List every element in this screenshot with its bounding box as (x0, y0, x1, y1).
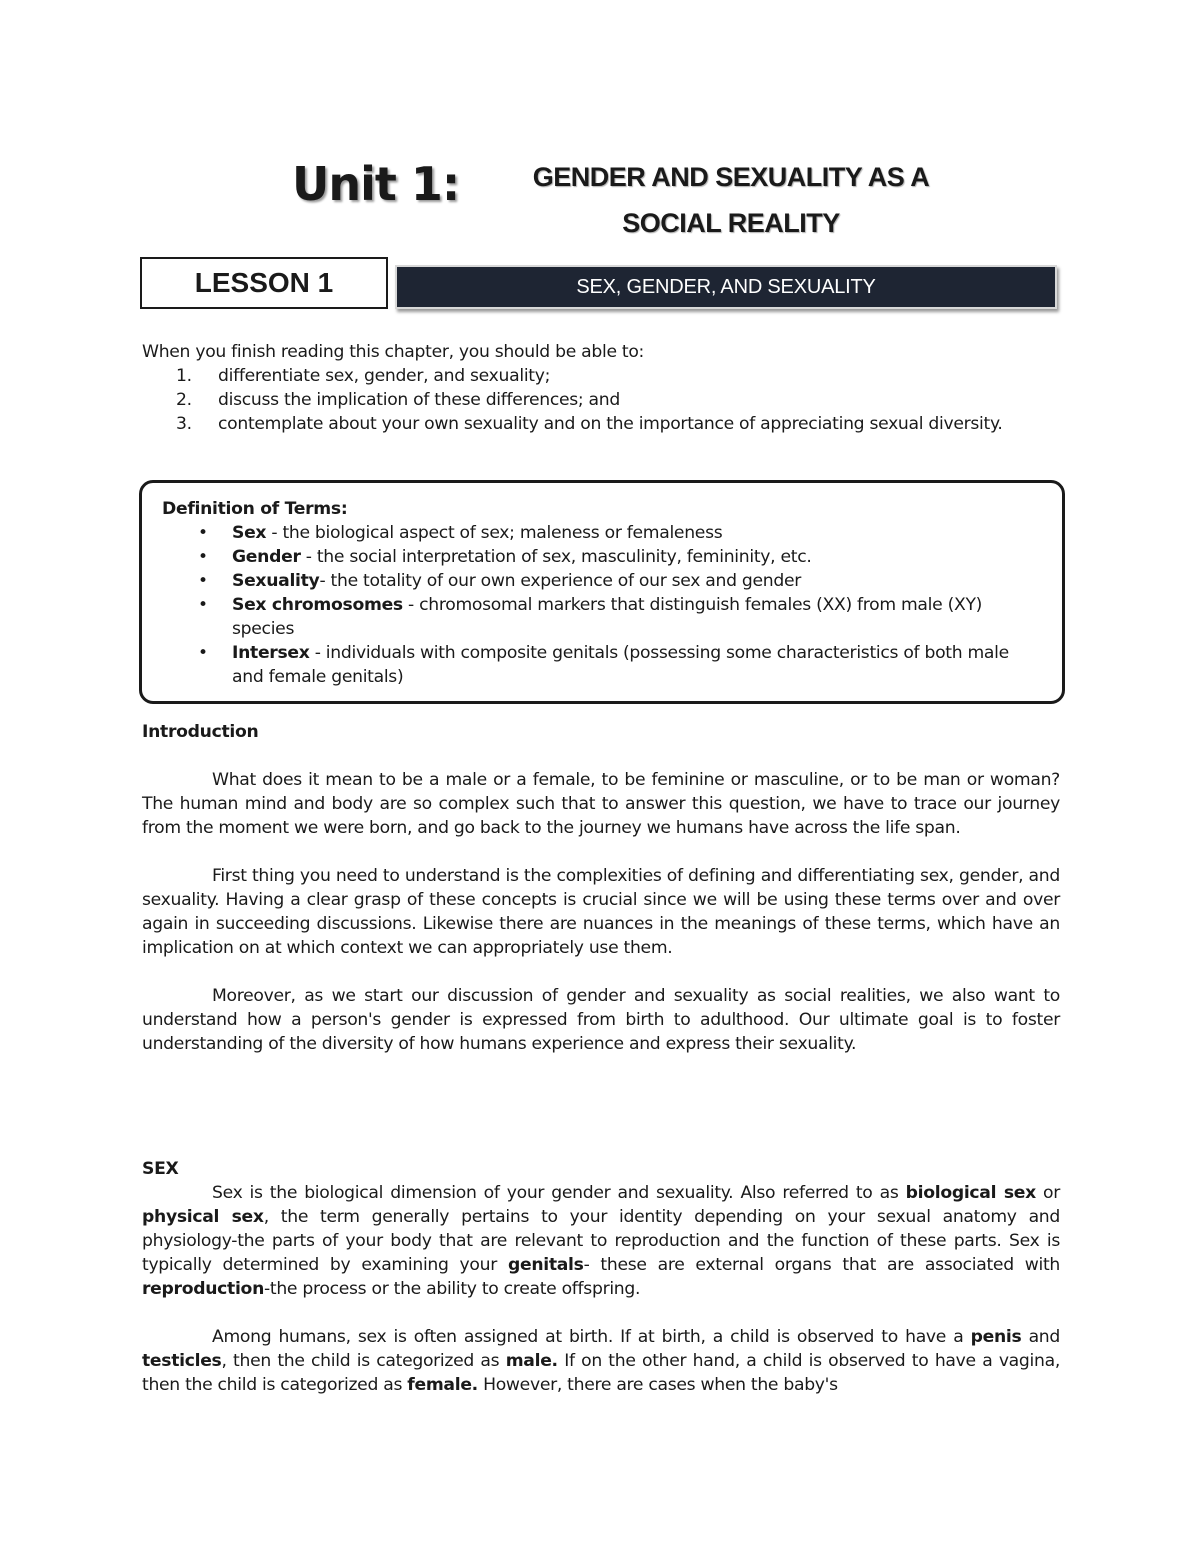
definition-term: Sex chromosomes (232, 595, 403, 615)
introduction-section (142, 720, 1060, 1056)
objective-text: differentiate sex, gender, and sexuality; (218, 366, 551, 386)
bullet-icon: • (198, 595, 208, 615)
definitions-list (162, 521, 1044, 689)
objective-number: 1. (176, 366, 192, 386)
definition-item (162, 641, 1044, 689)
text-run: , the term generally pertains to your identity depending on your sexual anatomy and physiology-the parts of your body that are relevant to reproduction and the function of these parts. Sex is typically determined by examining your (142, 1207, 1061, 1275)
unit-title-line2: SOCIAL REALITY (622, 208, 840, 238)
intro-paragraph-2: First thing you need to understand is the complexities of defining and differentiating sex, gender, and sexuality. Having a clear grasp of these concepts is crucial since we will be using these terms over and over again in succeeding discussions. Likewise there are nuances in the meanings of these terms, which have an implication on at which context we can appropriately use them. (142, 866, 1060, 958)
bullet-icon: • (198, 571, 208, 591)
definition-text: - chromosomal markers that distinguish females (XX) from male (XY) species (232, 595, 983, 639)
bold-term: biological sex (905, 1183, 1036, 1203)
learning-objectives (142, 340, 1060, 436)
text-run: If on the other hand, a child is observed to have a vagina, then the child is categorized as (142, 1351, 1060, 1395)
lesson-title-bar: SEX, GENDER, AND SEXUALITY (395, 265, 1057, 309)
unit-label: Unit 1: (292, 157, 460, 211)
sex-section (142, 1157, 1060, 1397)
definition-text: - the biological aspect of sex; maleness or femaleness (266, 523, 723, 543)
text-run: Sex is the biological dimension of your gender and sexuality. Also referred to as (212, 1183, 906, 1203)
text-run: and (1021, 1327, 1060, 1347)
definition-item (162, 593, 1044, 641)
intro-paragraph-3: Moreover, as we start our discussion of gender and sexuality as social realities, we also want to understand how a person's gender is expressed from birth to adulthood. Our ultimate goal is to foster understanding of the diversity of how humans experience and express their sexuality. (142, 986, 1060, 1054)
objective-number: 3. (176, 414, 192, 434)
bold-term: male. (505, 1351, 558, 1371)
definition-text: - individuals with composite genitals (possessing some characteristics of both male and female genitals) (232, 643, 1009, 687)
unit-title-line1: GENDER AND SEXUALITY AS A (532, 162, 930, 192)
objectives-list (142, 364, 1060, 436)
definition-item (162, 521, 1044, 545)
text-run: , then the child is categorized as (221, 1351, 506, 1371)
definition-text: - the social interpretation of sex, masculinity, femininity, etc. (300, 547, 812, 567)
definitions-heading: Definition of Terms: (162, 499, 348, 519)
text-run: - these are external organs that are associated with (583, 1255, 1061, 1275)
definition-term: Sexuality (232, 571, 320, 591)
definitions-content (162, 497, 1044, 689)
sex-paragraph-1 (142, 1181, 1060, 1301)
objective-text: contemplate about your own sexuality and on the importance of appreciating sexual diversity. (218, 414, 1003, 434)
text-run: -the process or the ability to create offspring. (264, 1279, 641, 1299)
sex-paragraph-2 (142, 1325, 1060, 1397)
sex-heading: SEX (142, 1159, 179, 1179)
objective-item (142, 388, 1060, 412)
objectives-intro: When you finish reading this chapter, you should be able to: (142, 342, 645, 362)
introduction-heading: Introduction (142, 722, 259, 742)
intro-paragraph-1: What does it mean to be a male or a female, to be feminine or masculine, or to be man or woman? The human mind and body are so complex such that to answer this question, we have to trace our journey from the moment we were born, and go back to the journey we humans have across the life span. (142, 770, 1060, 838)
lesson-label-box: LESSON 1 (140, 257, 388, 309)
objective-item (142, 364, 1060, 388)
bold-term: physical sex (142, 1207, 264, 1227)
definition-term: Gender (232, 547, 301, 567)
bold-term: reproduction (142, 1279, 264, 1299)
objective-number: 2. (176, 390, 192, 410)
bullet-icon: • (198, 547, 208, 567)
text-run: However, there are cases when the baby's (477, 1375, 838, 1395)
bullet-icon: • (198, 523, 208, 543)
bold-term: testicles (142, 1351, 222, 1371)
objective-item (142, 412, 1060, 436)
text-run: Among humans, sex is often assigned at birth. If at birth, a child is observed to have a (212, 1327, 971, 1347)
definition-term: Intersex (232, 643, 310, 663)
bold-term: female. (407, 1375, 478, 1395)
definition-text: - the totality of our own experience of our sex and gender (319, 571, 802, 591)
bullet-icon: • (198, 643, 208, 663)
objective-text: discuss the implication of these differences; and (218, 390, 620, 410)
unit-title (500, 154, 962, 246)
text-run: or (1035, 1183, 1060, 1203)
bold-term: genitals (507, 1255, 584, 1275)
definition-item (162, 545, 1044, 569)
definition-item (162, 569, 1044, 593)
bold-term: penis (970, 1327, 1022, 1347)
definition-term: Sex (232, 523, 267, 543)
